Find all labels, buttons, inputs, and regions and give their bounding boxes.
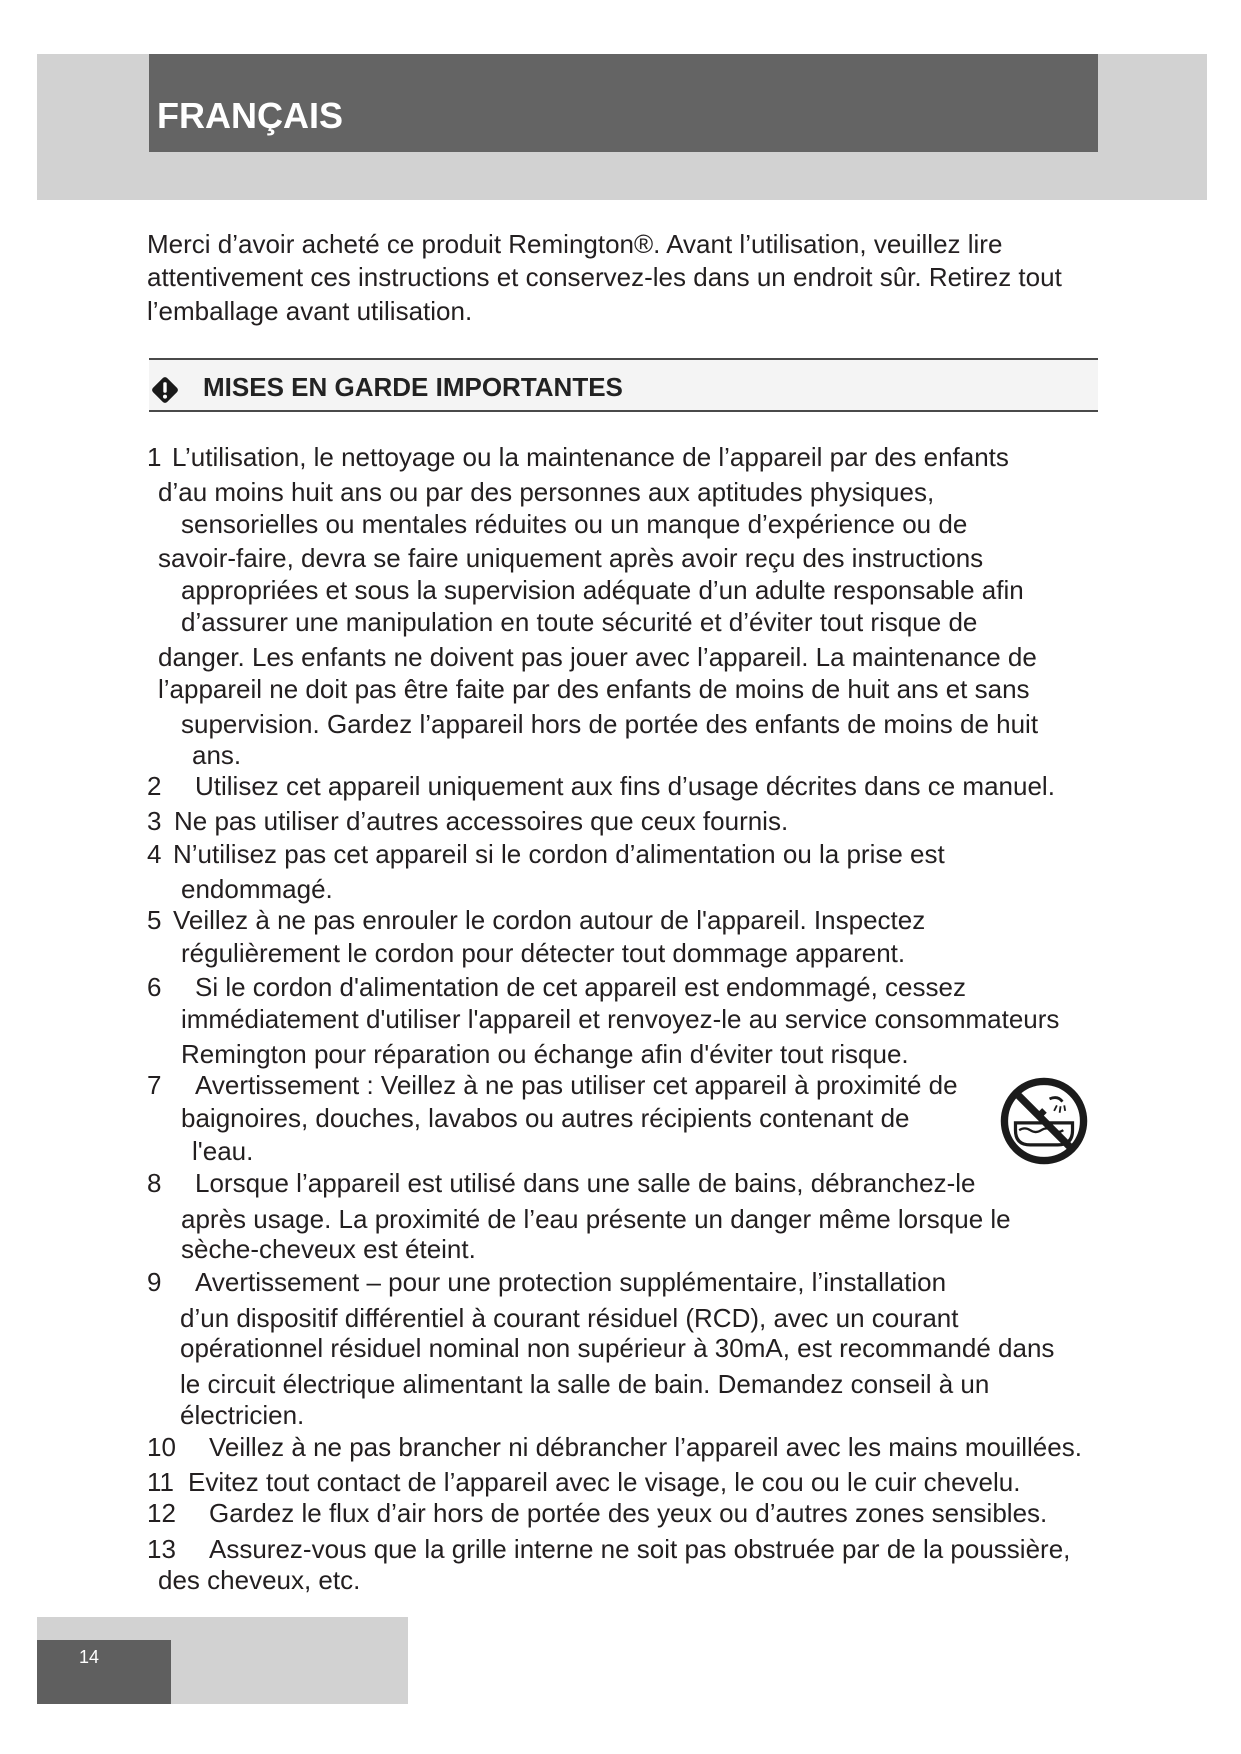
warning-item-line: après usage. La proximité de l’eau présente un danger même lorsque le	[181, 1204, 1011, 1234]
warning-item-line: l’appareil ne doit pas être faite par des enfants de moins de huit ans et sans	[158, 674, 1030, 704]
section-bottom-divider	[149, 410, 1098, 412]
warning-item-line: N’utilisez pas cet appareil si le cordon d’alimentation ou la prise est	[173, 839, 945, 869]
warning-item-number: 9	[147, 1267, 162, 1297]
page-number-background	[37, 1640, 171, 1704]
warning-item-line: des cheveux, etc.	[158, 1565, 361, 1595]
section-top-divider	[149, 358, 1098, 360]
warning-item-line: Evitez tout contact de l’appareil avec le visage, le cou ou le cuir chevelu.	[188, 1467, 1021, 1497]
warning-item-line: L’utilisation, le nettoyage ou la maintenance de l’appareil par des enfants	[172, 442, 1009, 472]
no-bath-water-icon	[998, 1075, 1090, 1167]
warning-item-line: Utilisez cet appareil uniquement aux fins d’usage décrites dans ce manuel.	[195, 771, 1055, 801]
warning-item-number: 7	[147, 1070, 162, 1100]
warning-item-line: danger. Les enfants ne doivent pas jouer avec l’appareil. La maintenance de	[158, 642, 1037, 672]
warning-item-line: baignoires, douches, lavabos ou autres récipients contenant de	[181, 1103, 910, 1133]
warning-item-number: 4	[147, 839, 162, 869]
warning-item-line: Avertissement – pour une protection supplémentaire, l’installation	[195, 1267, 947, 1297]
section-heading: MISES EN GARDE IMPORTANTES	[203, 372, 623, 402]
warning-item-line: le circuit électrique alimentant la salle de bain. Demandez conseil à un	[180, 1369, 990, 1399]
intro-line: l’emballage avant utilisation.	[147, 296, 473, 326]
warning-item-number: 6	[147, 972, 162, 1002]
warning-item-line: régulièrement le cordon pour détecter tout dommage apparent.	[181, 938, 906, 968]
warning-item-line: sensorielles ou mentales réduites ou un manque d’expérience ou de	[181, 509, 968, 539]
intro-line: Merci d’avoir acheté ce produit Remington®. Avant l’utilisation, veuillez lire	[147, 229, 1003, 259]
warning-item-line: ans.	[192, 740, 242, 770]
warning-item-number: 2	[147, 771, 162, 801]
warning-item-line: immédiatement d'utiliser l'appareil et renvoyez-le au service consommateurs	[181, 1004, 1060, 1034]
warning-item-line: Veillez à ne pas brancher ni débrancher l’appareil avec les mains mouillées.	[209, 1432, 1082, 1462]
warning-item-number: 12	[147, 1498, 176, 1528]
warning-item-line: Gardez le flux d’air hors de portée des yeux ou d’autres zones sensibles.	[209, 1498, 1048, 1528]
warning-item-line: Ne pas utiliser d’autres accessoires que ceux fournis.	[174, 806, 789, 836]
warning-item-line: appropriées et sous la supervision adéquate d’un adulte responsable afin	[181, 575, 1024, 605]
warning-item-number: 5	[147, 905, 162, 935]
warning-diamond-icon	[149, 374, 181, 406]
warning-item-line: Lorsque l’appareil est utilisé dans une salle de bains, débranchez-le	[195, 1168, 976, 1198]
warning-item-line: d’assurer une manipulation en toute sécurité et d’éviter tout risque de	[181, 607, 978, 637]
intro-line: attentivement ces instructions et conservez-les dans un endroit sûr. Retirez tout	[147, 262, 1062, 292]
page-number: 14	[79, 1647, 100, 1667]
warning-item-line: Veillez à ne pas enrouler le cordon autour de l'appareil. Inspectez	[173, 905, 926, 935]
warning-item-line: d’un dispositif différentiel à courant résiduel (RCD), avec un courant	[180, 1303, 959, 1333]
page-title: FRANÇAIS	[157, 95, 343, 136]
warning-item-line: opérationnel résiduel nominal non supérieur à 30mA, est recommandé dans	[180, 1333, 1055, 1363]
warning-item-line: Si le cordon d'alimentation de cet appareil est endommagé, cessez	[195, 972, 966, 1002]
warning-item-line: sèche-cheveux est éteint.	[181, 1234, 476, 1264]
warning-item-number: 3	[147, 806, 162, 836]
warning-item-line: savoir-faire, devra se faire uniquement après avoir reçu des instructions	[158, 543, 984, 573]
warning-item-number: 13	[147, 1534, 176, 1564]
warning-item-line: Remington pour réparation ou échange afin d'éviter tout risque.	[181, 1039, 909, 1069]
warning-item-number: 11	[147, 1467, 174, 1497]
warning-item-number: 1	[147, 442, 162, 472]
warning-item-number: 10	[147, 1432, 176, 1462]
warning-item-line: d’au moins huit ans ou par des personnes aux aptitudes physiques,	[158, 477, 935, 507]
warning-item-line: Assurez-vous que la grille interne ne soit pas obstruée par de la poussière,	[209, 1534, 1071, 1564]
warning-item-line: supervision. Gardez l’appareil hors de portée des enfants de moins de huit	[181, 709, 1039, 739]
warning-item-line: endommagé.	[181, 874, 333, 904]
warning-item-line: l'eau.	[192, 1136, 254, 1166]
warning-item-line: Avertissement : Veillez à ne pas utiliser cet appareil à proximité de	[195, 1070, 958, 1100]
warning-item-line: électricien.	[180, 1400, 305, 1430]
warning-item-number: 8	[147, 1168, 162, 1198]
